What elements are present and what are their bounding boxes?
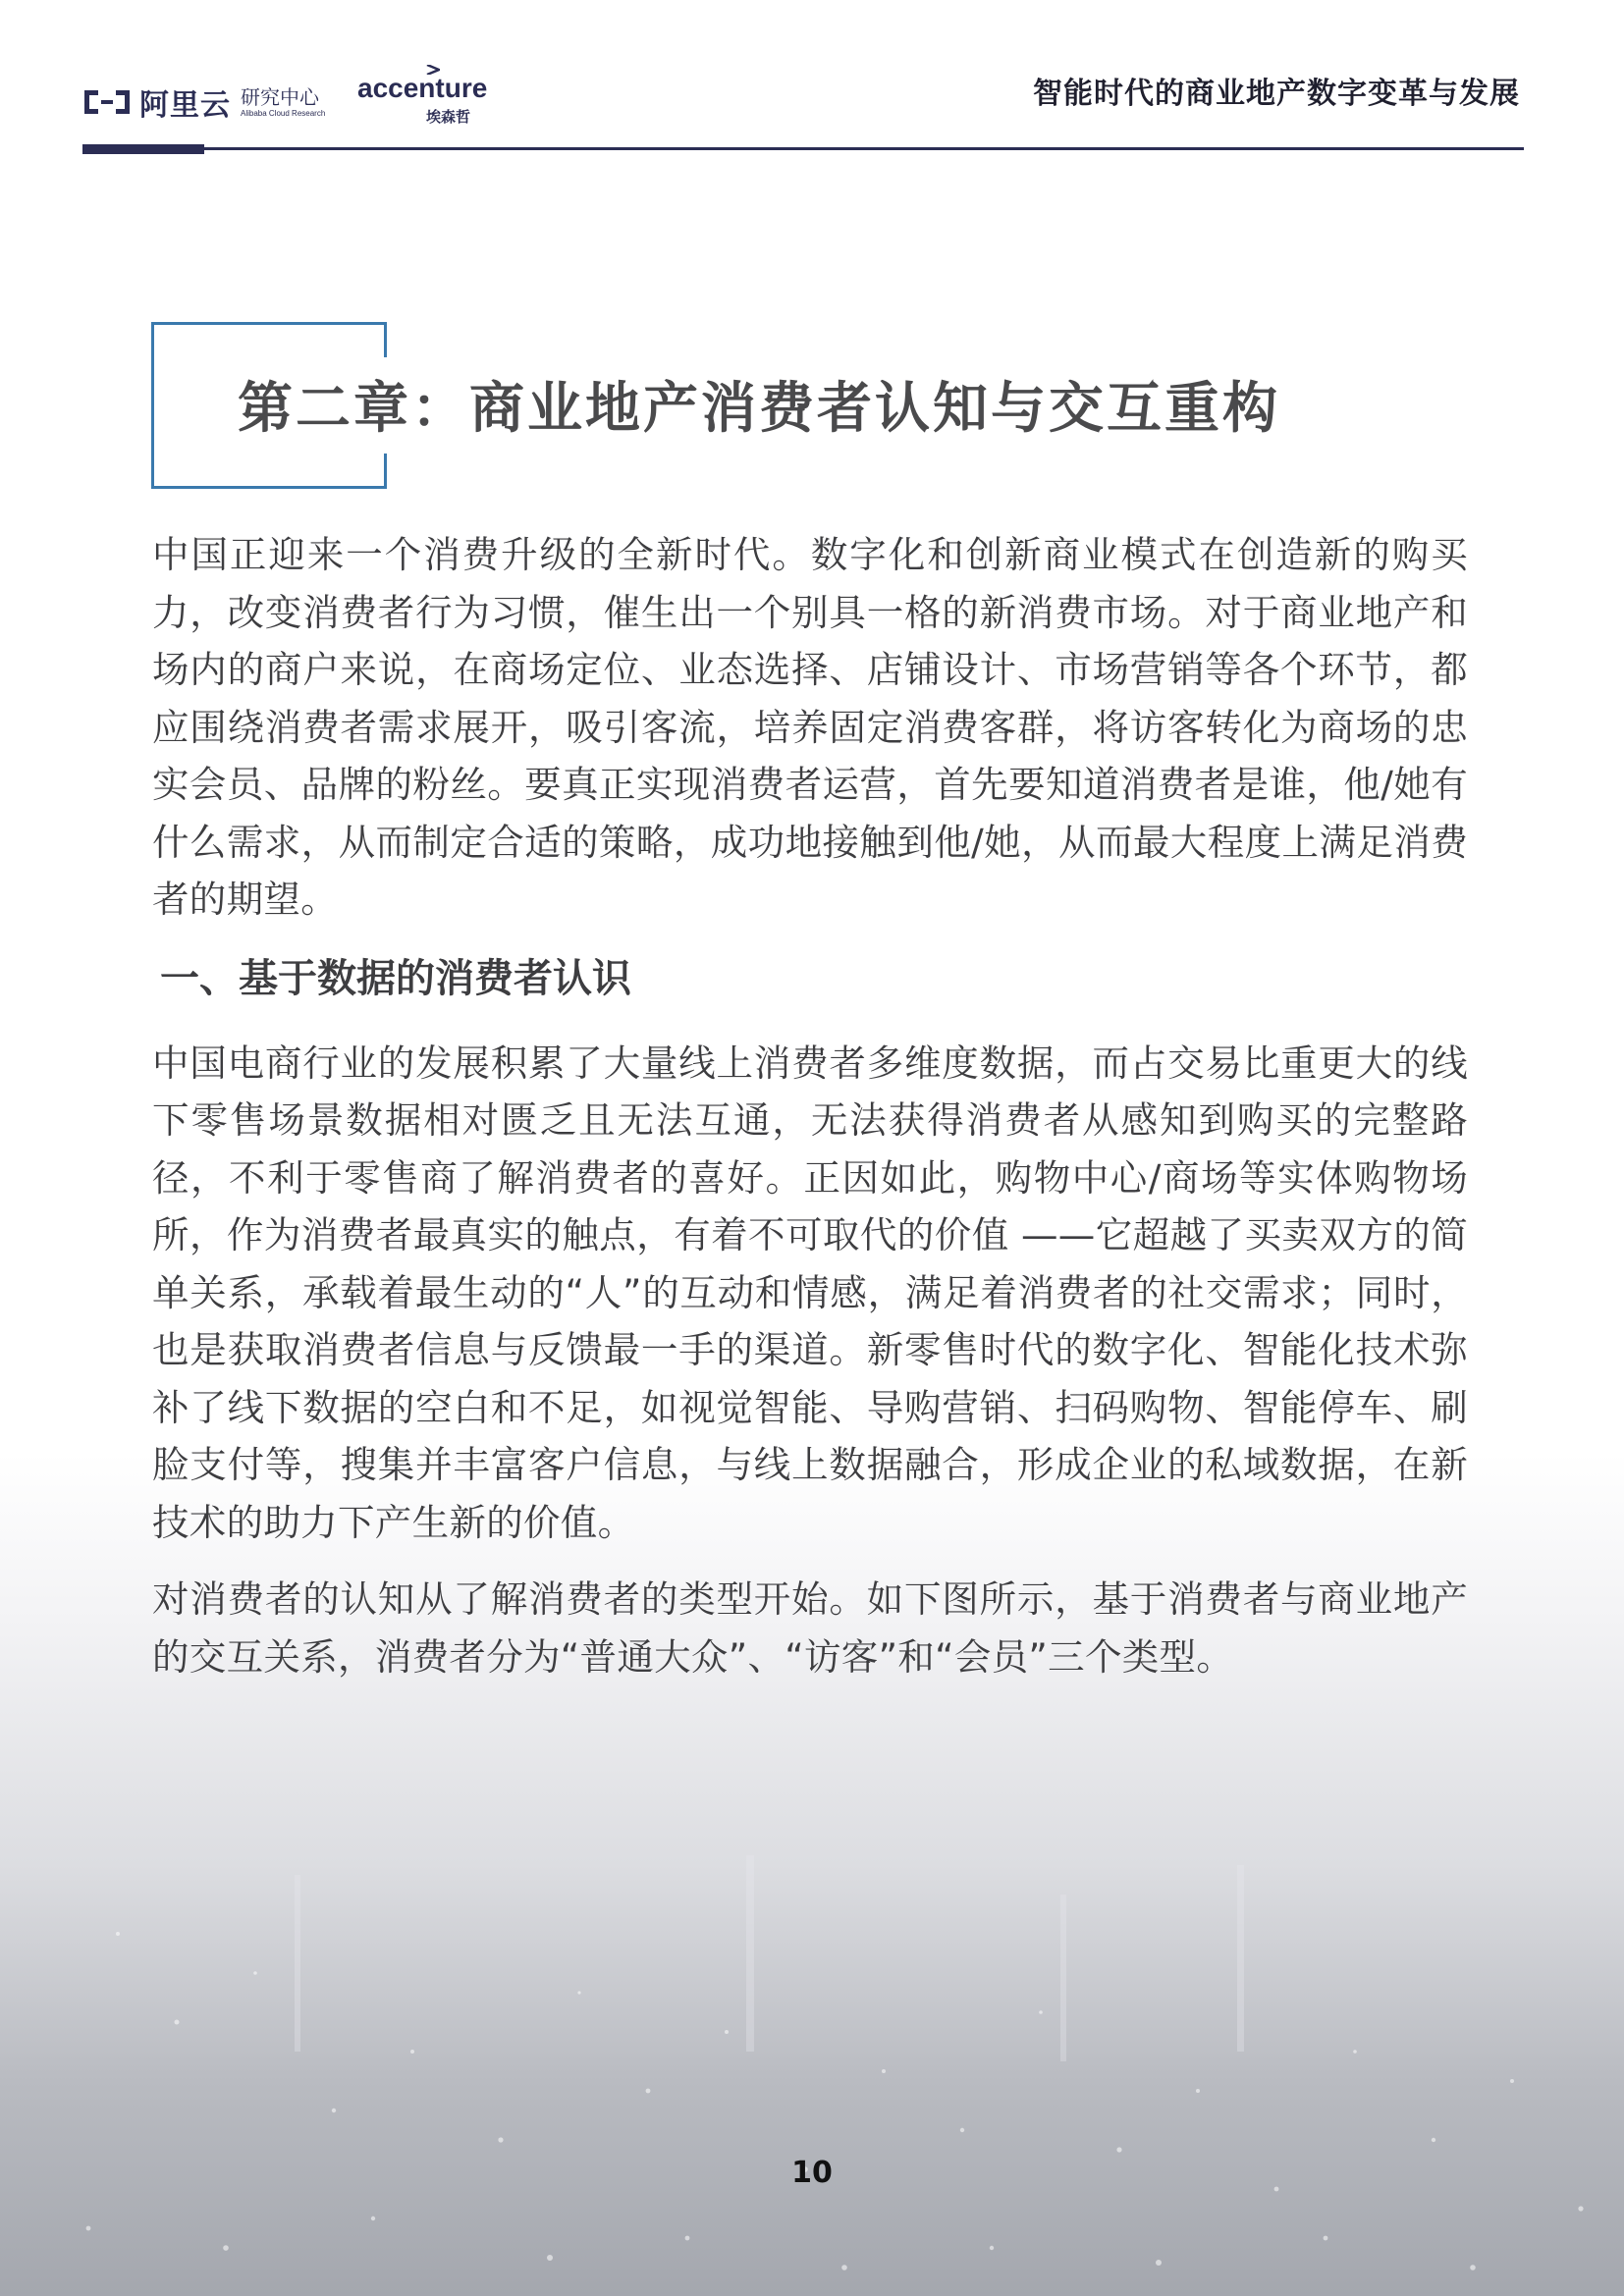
accenture-caret-icon [426, 65, 440, 75]
page-header [0, 0, 1624, 157]
body-paragraph-types: 对消费者的认知从了解消费者的类型开始。如下图所示，基于消费者与商业地产的交互关系，消费者分为“普通大众”、“访客”和“会员”三个类型。 [152, 1577, 1468, 1679]
section-heading: 一、基于数据的消费者认识 [160, 955, 631, 1001]
alibaba-cloud-research-logo [81, 80, 325, 124]
header-divider-accent [82, 144, 204, 154]
body-paragraph-data: 中国电商行业的发展积累了大量线上消费者多维度数据，而占交易比重更大的线下零售场景数据相对匮乏且无法互通，无法获得消费者从感知到购买的完整路径，不利于零售商了解消费者的喜好。正因如此，购物中心/商场等实体购物场所，作为消费者最真实的触点，有着不可取代的价值 ——它超越了买卖双方的简单关系，承载着最生动的“人”的互动和情感，满足着消费者的社交需求；同时，也是获取消费者信息与反馈最一手的渠道。新零售时代的数字化、智能化技术弥补了线下数据的空白和不足，如视觉智能、导购营销、扫码购物、智能停车、刷脸支付等，搜集并丰富客户信息，与线上数据融合，形成企业的私域数据，在新技术的助力下产生新的价值。 [152, 1041, 1468, 1544]
alibaba-sub-en: Alibaba Cloud Research [241, 108, 326, 118]
chapter-title: 第二章：商业地产消费者认知与交互重构 [238, 377, 1280, 441]
main-content [152, 526, 1468, 1685]
alibaba-sub-cn: 研究中心 [241, 84, 319, 109]
accenture-logo-cn: 埃森哲 [426, 108, 471, 126]
city-lights-background [0, 1816, 1624, 2296]
accenture-logo-text: accenture [357, 73, 488, 103]
alibaba-logo-subtitle [241, 84, 326, 118]
alibaba-logo-text: 阿里云 [139, 88, 231, 123]
alibaba-cloud-icon [81, 86, 134, 118]
page-number: 10 [791, 2156, 833, 2190]
document-title: 智能时代的商业地产数字变革与发展 [1033, 77, 1520, 111]
header-divider [82, 147, 1524, 150]
intro-paragraph: 中国正迎来一个消费升级的全新时代。数字化和创新商业模式在创造新的购买力，改变消费者行为习惯，催生出一个别具一格的新消费市场。对于商业地产和场内的商户来说，在商场定位、业态选择、店铺设计、市场营销等各个环节，都应围绕消费者需求展开，吸引客流，培养固定消费客群，将访客转化为商场的忠实会员、品牌的粉丝。要真正实现消费者运营，首先要知道消费者是谁，他/她有什么需求，从而制定合适的策略，成功地接触到他/她，从而最大程度上满足消费者的期望。 [152, 533, 1468, 921]
accenture-logo [357, 65, 488, 127]
